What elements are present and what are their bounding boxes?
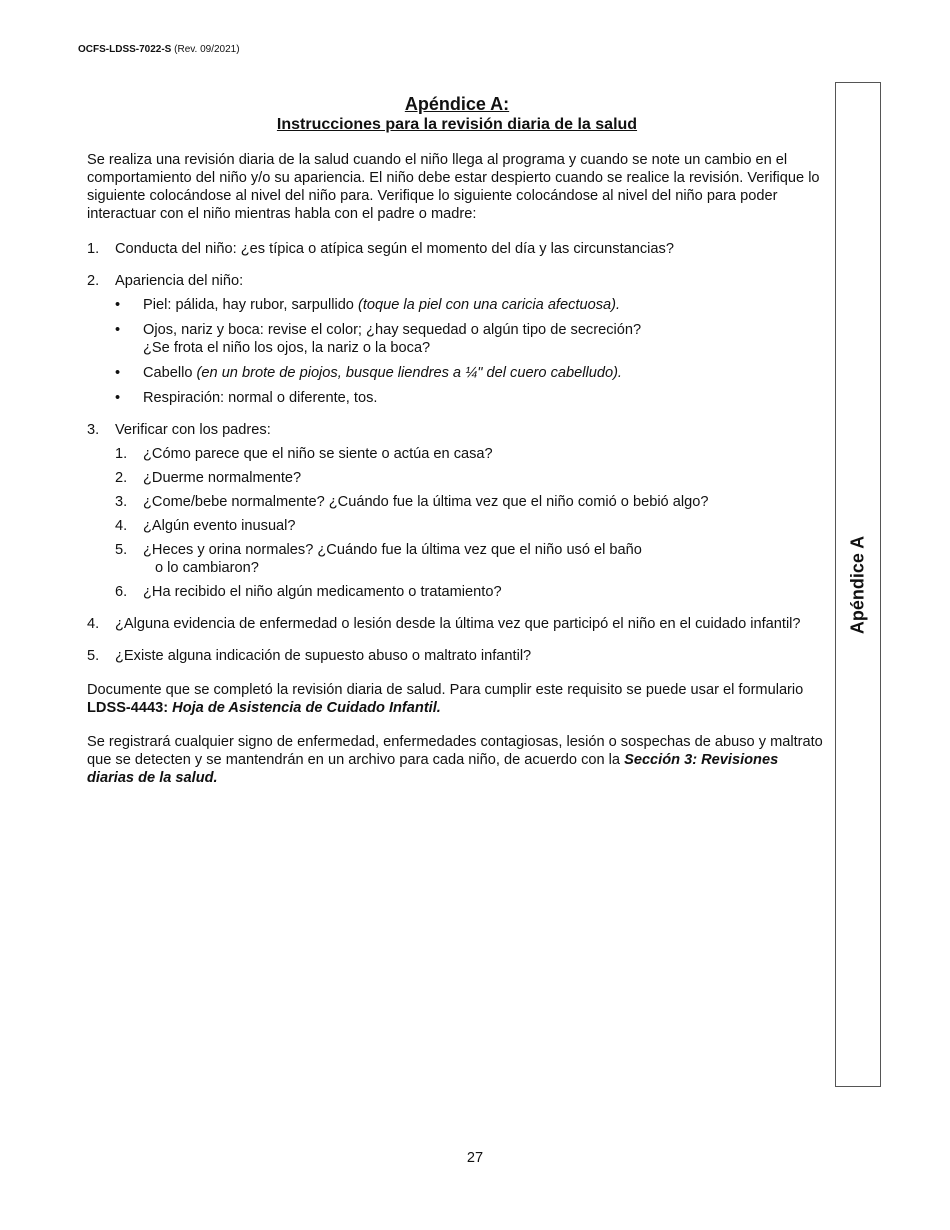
list-item xyxy=(87,615,827,633)
form-code: OCFS-LDSS-7022-S xyxy=(78,44,172,55)
item-number: 5. xyxy=(87,648,100,664)
item-text: Verificar con los padres: xyxy=(115,422,271,438)
documentation-text: Documente que se completó la revisión diaria de salud. Para cumplir este requisito se puede usar el formulario xyxy=(87,682,804,698)
item-text: Conducta del niño: ¿es típica o atípica según el momento del día y las circunstancias? xyxy=(115,241,674,257)
side-tab xyxy=(835,82,881,1087)
records-text: Se registrará cualquier signo de enfermedad, enfermedades contagiosas, lesión o sospechas de abuso y maltrato que se detecten y se mantendrán en un archivo para cada niño, de acuerdo con la xyxy=(87,734,823,768)
page-number: 27 xyxy=(466,1150,484,1166)
title-block xyxy=(88,93,826,135)
question-number: 3. xyxy=(115,494,128,510)
question-item xyxy=(87,541,827,577)
question-number: 6. xyxy=(115,584,128,600)
item-number: 1. xyxy=(87,241,100,257)
bullet-item xyxy=(87,364,827,382)
records-paragraph xyxy=(87,733,827,787)
side-tab-label: Apéndice A xyxy=(847,535,868,635)
section-reference: Sección 3: Revisiones diarias de la salud. xyxy=(87,752,779,786)
list-item xyxy=(87,421,827,601)
item-number: 3. xyxy=(87,422,100,438)
question-text: ¿Ha recibido el niño algún medicamento o tratamiento? xyxy=(143,584,502,600)
documentation-paragraph xyxy=(87,681,827,717)
bullet-text: Piel: pálida, hay rubor, sarpullido xyxy=(143,297,358,313)
form-identifier xyxy=(78,44,240,55)
bullet-text: Respiración: normal o diferente, tos. xyxy=(143,390,378,406)
question-item xyxy=(87,469,827,487)
item-text: ¿Alguna evidencia de enfermedad o lesión desde la última vez que participó el niño en el cuidado infantil? xyxy=(115,616,801,632)
question-text-continued: o lo cambiaron? xyxy=(155,560,259,576)
bullet-item xyxy=(87,389,827,407)
form-revision: (Rev. 09/2021) xyxy=(174,44,240,55)
question-number: 4. xyxy=(115,518,128,534)
item-number: 4. xyxy=(87,616,100,632)
question-text: ¿Come/bebe normalmente? ¿Cuándo fue la última vez que el niño comió o bebió algo? xyxy=(143,494,709,510)
item-text: ¿Existe alguna indicación de supuesto abuso o maltrato infantil? xyxy=(115,648,532,664)
bullet-icon: • xyxy=(115,390,121,406)
document-body xyxy=(87,151,827,787)
form-reference-code: LDSS-4443: xyxy=(87,700,169,716)
question-item xyxy=(87,583,827,601)
bullet-icon: • xyxy=(115,322,121,338)
list-item xyxy=(87,272,827,407)
intro-paragraph: Se realiza una revisión diaria de la salud cuando el niño llega al programa y cuando se note un cambio en el comportamiento del niño y/o su apariencia. El niño debe estar despierto cuando se realice la revisión. Verifique lo siguiente colocándose al nivel del niño para. Verifique lo siguiente colocándose al nivel del niño para poder interactuar con el niño mientras habla con el padre o madre: xyxy=(87,152,820,222)
bullet-item xyxy=(87,321,827,357)
bullet-icon: • xyxy=(115,365,121,381)
form-reference-name: Hoja de Asistencia de Cuidado Infantil. xyxy=(172,700,441,716)
question-number: 1. xyxy=(115,446,128,462)
bullet-text: Cabello xyxy=(143,365,197,381)
question-text: ¿Cómo parece que el niño se siente o actúa en casa? xyxy=(143,446,493,462)
parent-questions-list xyxy=(87,445,827,601)
question-number: 5. xyxy=(115,542,128,558)
appearance-bullet-list xyxy=(87,296,827,407)
question-text: ¿Duerme normalmente? xyxy=(143,470,302,486)
question-number: 2. xyxy=(115,470,128,486)
question-item xyxy=(87,517,827,535)
list-item xyxy=(87,647,827,665)
page-subtitle: Instrucciones para la revisión diaria de la salud xyxy=(276,116,638,133)
bullet-item xyxy=(87,296,827,314)
bullet-note: (toque la piel con una caricia afectuosa). xyxy=(357,297,621,313)
list-item xyxy=(87,240,827,258)
page-title: Apéndice A: xyxy=(404,94,510,114)
item-text: Apariencia del niño: xyxy=(115,273,244,289)
bullet-icon: • xyxy=(115,297,121,313)
question-text: ¿Heces y orina normales? ¿Cuándo fue la última vez que el niño usó el baño xyxy=(143,542,642,558)
question-item xyxy=(87,445,827,463)
bullet-text-continued: ¿Se frota el niño los ojos, la nariz o la boca? xyxy=(143,340,431,356)
question-item xyxy=(87,493,827,511)
item-number: 2. xyxy=(87,273,100,289)
question-text: ¿Algún evento inusual? xyxy=(143,518,296,534)
bullet-note: (en un brote de piojos, busque liendres a ¼" del cuero cabelludo). xyxy=(196,365,622,381)
bullet-text: Ojos, nariz y boca: revise el color; ¿hay sequedad o algún tipo de secreción? xyxy=(143,322,642,338)
